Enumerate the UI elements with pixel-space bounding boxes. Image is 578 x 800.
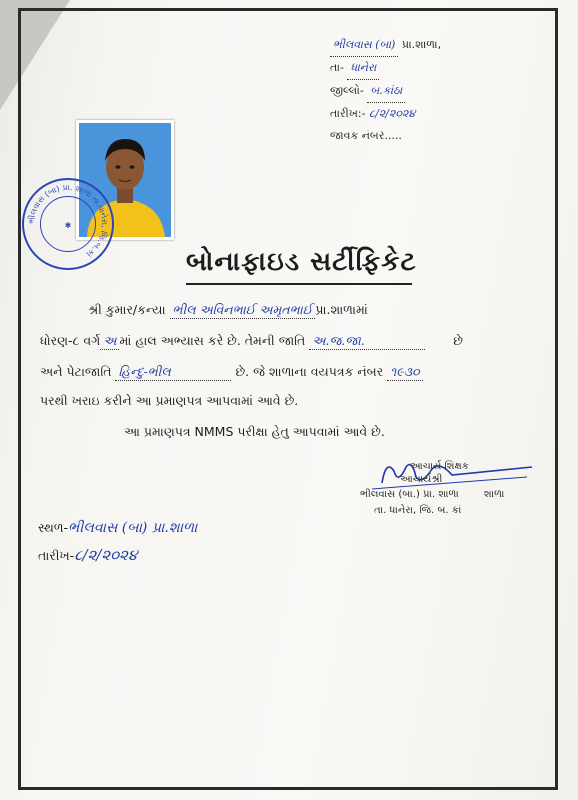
school-header [330,34,441,147]
footer-date [38,546,137,564]
outward-number: જાવક નંબર..... [330,129,402,142]
study-text: માં હાલ અભ્યાસ કરે છે. તેમની જાતિ [119,333,306,348]
seal-school-suffix: શાળા [483,489,505,500]
student-name: ભીલ અવિનભાઈ અમૃતભાઈ [170,302,316,319]
title-underline [186,283,412,285]
svg-text:ભીલવાસ (બા) પ્રા. શાળા તા.ધાને: ભીલવાસ (બા) પ્રા. શાળા તા.ધાનેરા, જિ.બ.કાં [26,182,110,259]
taluka-value: ધાનેરા [347,57,379,80]
place-value: ભીલવાસ (બા) પ્રા.શાળા [68,520,198,536]
school-name: ભીલવાસ (બા) [330,34,398,57]
footer-date-label: તારીખ- [38,548,75,563]
body-line-1 [88,302,368,319]
caste-value: અ.જ.જા. [309,333,425,350]
register-number: ૧૯૩૦ [387,364,422,381]
stamp-seal-icon [24,180,112,268]
subcaste-value: હિન્દુ-ભીલ [115,364,231,381]
svg-text:✱: ✱ [64,221,72,230]
footer-place [38,520,197,536]
subcaste-label: અને પેટાજાતિ [40,364,112,379]
seal-school-name: ભીલવાસ (બા.) પ્રા. શાળા [360,489,459,500]
date-label: તારીખ:- [330,107,366,120]
school-stamp [22,178,114,270]
body-line-3 [40,364,423,381]
signature-place: તા. ધાનેરા, જિ. બ. કાં [374,505,462,516]
district-label: જીલ્લો- [330,84,364,97]
std-label: ધોરણ-૮ વર્ગ [40,333,101,348]
class-value: અ [100,333,119,350]
school-ref: પ્રા.શાળામાં [315,302,368,317]
register-text: છે. જે શાળાના વયપત્રક નંબર [235,364,384,379]
body-line-5: આ પ્રમાણપત્ર NMMS પરીક્ષા હેતુ આપવામાં આવે છે. [124,424,385,439]
body-line-4: પરથી ખરાઇ કરીને આ પ્રમાણપત્ર આપવામાં આવે છે. [40,393,299,408]
student-label: શ્રી કુમાર/કન્યા [88,302,166,317]
signature-role-2: આચાર્યશ્રી [400,474,443,485]
footer-date-value: ૮/૨/૨૦૨૪ [74,546,138,564]
taluka-label: તા- [330,61,344,74]
date-value: ૮/૨/૨૦૨૪ [369,107,416,120]
district-value: બ.કાંઠા [367,80,405,103]
principal-seal [360,455,537,516]
place-label: સ્થળ- [38,520,69,535]
certificate-title: બોનાફાઇડ સર્ટીફિકેટ [186,247,417,277]
signature-school [360,489,504,500]
school-suffix: પ્રા.શાળા, [401,38,442,51]
body-line-2 [40,333,463,350]
signature-role: આચાર્ય શિક્ષક [410,461,469,472]
caste-suffix: છે [453,333,463,348]
